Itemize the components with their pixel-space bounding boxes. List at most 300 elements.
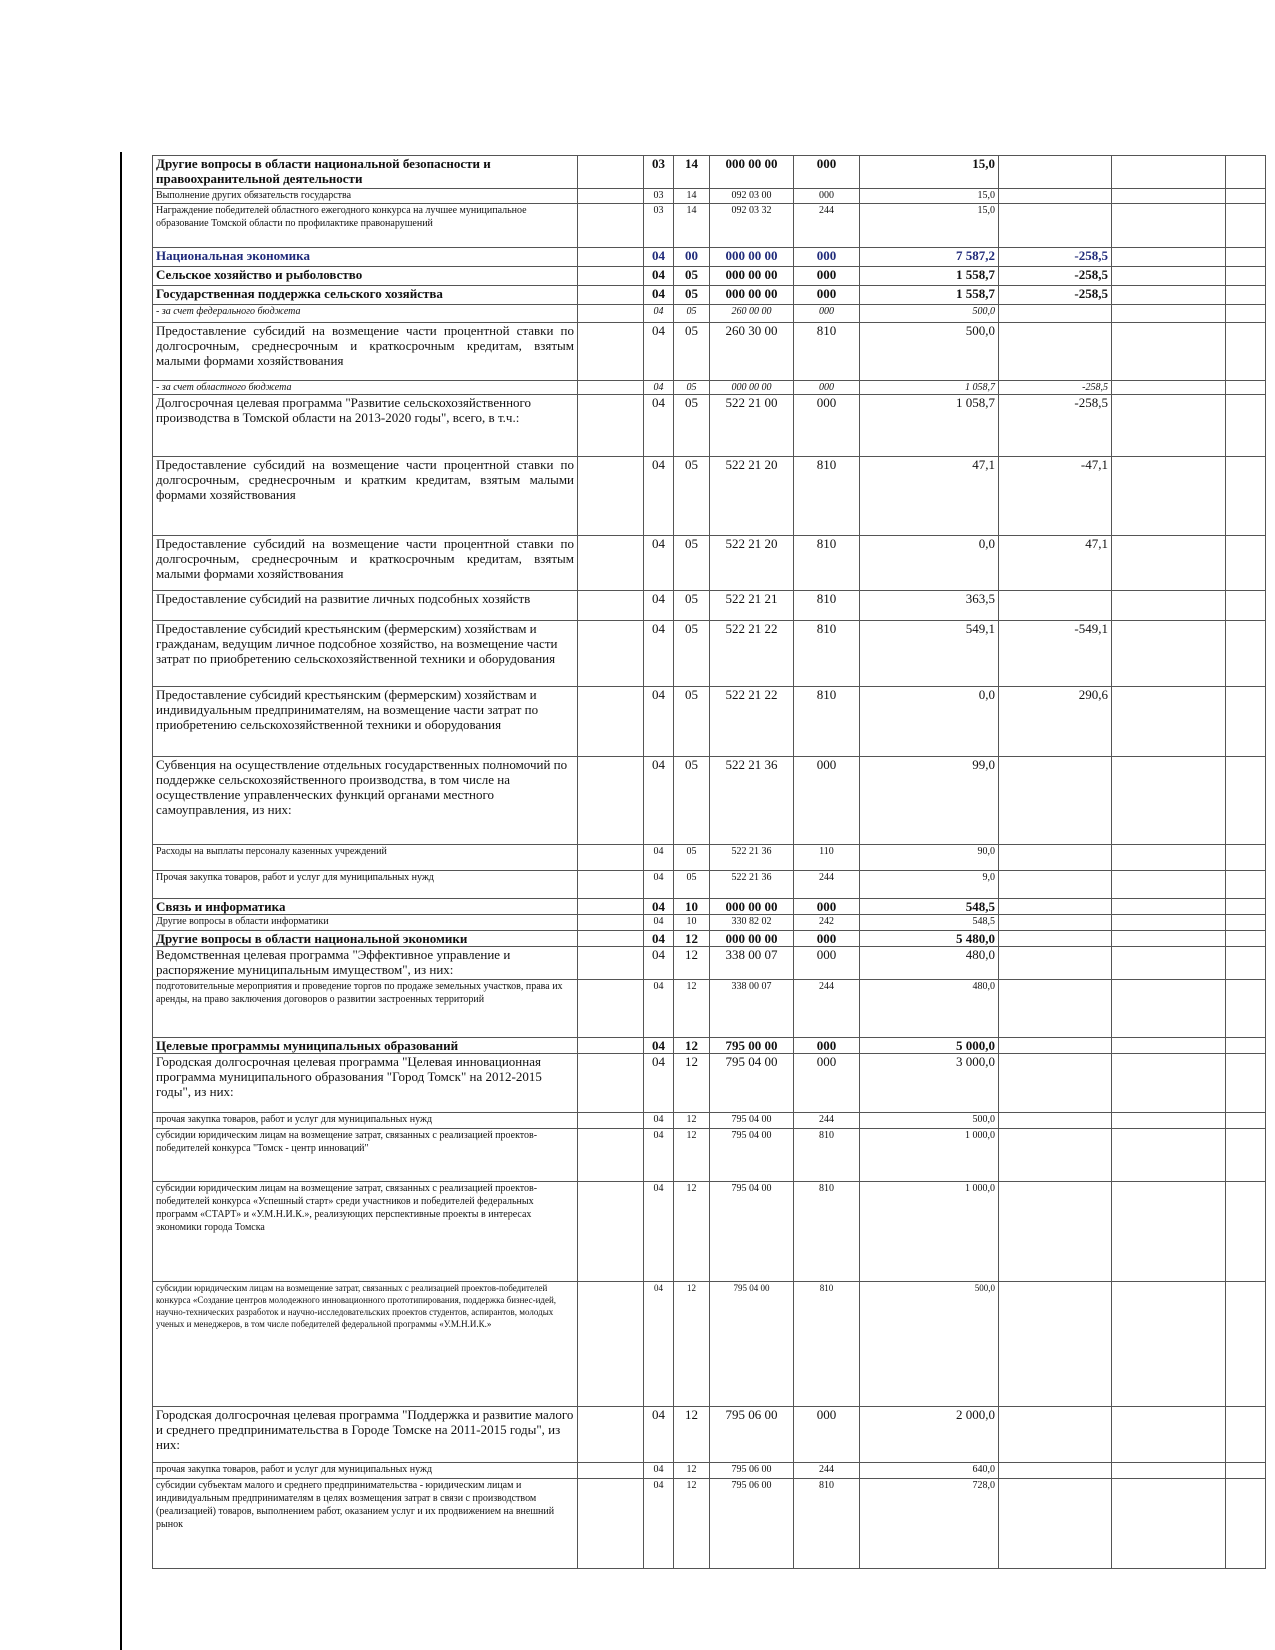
row-amount: 480,0 [860,980,999,1038]
row-section: 04 [644,1479,674,1569]
row-subsection: 05 [674,757,710,845]
row-spacer [578,536,644,591]
row-name: субсидии юридическим лицам на возмещение затрат, связанных с реализацией проектов-победителей конкурса «Создание центров молодежного инновационного прототипирования, поддержка бизнес-идей, научно-технических разработок и научно-исследовательских проектов студентов, аспирантов, молодых ученых и менеджеров, в том числе победителей федеральной программы «У.М.Н.И.К.» [153,1282,578,1407]
row-target-article: 522 21 20 [710,536,794,591]
row-subsection: 05 [674,845,710,871]
row-empty-col [1112,204,1226,248]
table-row [153,395,1266,457]
table-row [153,1479,1266,1569]
row-empty-col [1112,931,1226,947]
row-empty-col [1112,156,1226,189]
row-section: 04 [644,757,674,845]
row-expense-type: 000 [794,931,860,947]
table-row [153,591,1266,621]
row-expense-type: 000 [794,267,860,286]
row-expense-type: 000 [794,286,860,305]
row-target-article: 522 21 36 [710,757,794,845]
row-change [999,1463,1112,1479]
row-target-article: 522 21 21 [710,591,794,621]
row-change [999,757,1112,845]
table-row [153,621,1266,687]
row-section: 04 [644,591,674,621]
row-empty-col [1226,395,1266,457]
row-spacer [578,871,644,899]
budget-table [152,155,1266,1569]
row-empty-col [1112,591,1226,621]
row-section: 04 [644,845,674,871]
row-subsection: 05 [674,381,710,395]
row-amount: 640,0 [860,1463,999,1479]
row-name: Расходы на выплаты персоналу казенных учреждений [153,845,578,871]
table-row [153,1282,1266,1407]
table-row [153,931,1266,947]
row-name: Сельское хозяйство и рыболовство [153,267,578,286]
row-amount: 728,0 [860,1479,999,1569]
row-target-article: 000 00 00 [710,267,794,286]
row-empty-col [1226,286,1266,305]
table-row [153,1129,1266,1182]
row-name: Предоставление субсидий на возмещение части процентной ставки по долгосрочным, среднесрочным и краткосрочным кредитам, взятым малыми формами хозяйствования [153,323,578,381]
row-expense-type: 000 [794,248,860,267]
row-empty-col [1112,305,1226,323]
row-empty-col [1112,757,1226,845]
row-section: 04 [644,871,674,899]
row-target-article: 338 00 07 [710,980,794,1038]
row-amount: 9,0 [860,871,999,899]
row-target-article: 522 21 22 [710,687,794,757]
row-name: Целевые программы муниципальных образований [153,1038,578,1054]
row-section: 04 [644,381,674,395]
row-amount: 5 480,0 [860,931,999,947]
row-target-article: 522 21 22 [710,621,794,687]
row-change [999,1038,1112,1054]
row-empty-col [1226,1054,1266,1113]
row-change [999,931,1112,947]
row-name: - за счет федерального бюджета [153,305,578,323]
row-empty-col [1226,1463,1266,1479]
row-empty-col [1226,687,1266,757]
row-spacer [578,1182,644,1282]
row-change: -258,5 [999,395,1112,457]
row-amount: 2 000,0 [860,1407,999,1463]
row-expense-type: 810 [794,591,860,621]
table-row [153,1113,1266,1129]
row-target-article: 795 04 00 [710,1054,794,1113]
row-amount: 15,0 [860,156,999,189]
row-spacer [578,156,644,189]
row-change [999,1054,1112,1113]
row-expense-type: 000 [794,1054,860,1113]
row-subsection: 12 [674,1463,710,1479]
row-empty-col [1112,286,1226,305]
row-subsection: 12 [674,1479,710,1569]
row-name: Ведомственная целевая программа "Эффективное управление и распоряжение муниципальным имуществом", из них: [153,947,578,980]
row-empty-col [1226,189,1266,204]
row-section: 04 [644,395,674,457]
row-target-article: 260 00 00 [710,305,794,323]
row-spacer [578,189,644,204]
row-empty-col [1112,536,1226,591]
row-spacer [578,621,644,687]
row-amount: 0,0 [860,536,999,591]
row-amount: 500,0 [860,323,999,381]
table-row [153,248,1266,267]
row-empty-col [1226,845,1266,871]
row-empty-col [1112,1479,1226,1569]
row-subsection: 12 [674,1407,710,1463]
row-empty-col [1112,687,1226,757]
row-spacer [578,899,644,915]
row-section: 04 [644,305,674,323]
row-section: 04 [644,1038,674,1054]
row-name: субсидии юридическим лицам на возмещение затрат, связанных с реализацией проектов-победителей конкурса "Томск - центр инноваций" [153,1129,578,1182]
row-change [999,1182,1112,1282]
row-expense-type: 000 [794,757,860,845]
row-expense-type: 244 [794,871,860,899]
row-section: 04 [644,899,674,915]
row-empty-col [1112,947,1226,980]
row-subsection: 00 [674,248,710,267]
row-target-article: 795 06 00 [710,1479,794,1569]
row-spacer [578,1038,644,1054]
row-subsection: 12 [674,1129,710,1182]
row-subsection: 12 [674,980,710,1038]
row-target-article: 000 00 00 [710,899,794,915]
row-empty-col [1112,899,1226,915]
table-row [153,156,1266,189]
table-row [153,757,1266,845]
table-row [153,871,1266,899]
row-spacer [578,1113,644,1129]
left-margin-rule [120,152,122,1650]
row-subsection: 12 [674,1182,710,1282]
row-section: 04 [644,621,674,687]
row-amount: 1 000,0 [860,1182,999,1282]
row-section: 04 [644,915,674,931]
row-name: Связь и информатика [153,899,578,915]
row-empty-col [1226,1479,1266,1569]
row-empty-col [1112,915,1226,931]
table-row [153,323,1266,381]
row-section: 04 [644,323,674,381]
row-name: субсидии субъектам малого и среднего предпринимательства - юридическим лицам и индивидуальным предпринимателям в целях возмещения затрат в связи с производством (реализацией) товаров, выполнением работ, оказанием услуг и их продвижением на внешний рынок [153,1479,578,1569]
table-row [153,536,1266,591]
row-section: 04 [644,1182,674,1282]
row-section: 04 [644,1463,674,1479]
row-expense-type: 810 [794,1479,860,1569]
row-section: 04 [644,536,674,591]
row-empty-col [1226,931,1266,947]
row-amount: 500,0 [860,1113,999,1129]
row-empty-col [1226,204,1266,248]
table-row [153,1038,1266,1054]
row-subsection: 05 [674,305,710,323]
row-amount: 15,0 [860,204,999,248]
row-change [999,1282,1112,1407]
row-empty-col [1112,381,1226,395]
row-empty-col [1226,621,1266,687]
row-target-article: 000 00 00 [710,931,794,947]
row-amount: 0,0 [860,687,999,757]
row-change [999,323,1112,381]
row-change [999,915,1112,931]
row-change [999,1479,1112,1569]
row-expense-type: 000 [794,899,860,915]
row-amount: 47,1 [860,457,999,536]
row-expense-type: 810 [794,687,860,757]
row-spacer [578,591,644,621]
row-change [999,980,1112,1038]
row-target-article: 795 04 00 [710,1129,794,1182]
row-empty-col [1112,1282,1226,1407]
row-name: Национальная экономика [153,248,578,267]
row-name: - за счет областного бюджета [153,381,578,395]
row-change [999,591,1112,621]
row-target-article: 795 04 00 [710,1113,794,1129]
row-name: Государственная поддержка сельского хозяйства [153,286,578,305]
row-name: Субвенция на осуществление отдельных государственных полномочий по поддержке сельскохозяйственного производства, в том числе на осуществление управленческих функций органами местного самоуправления, из них: [153,757,578,845]
row-amount: 7 587,2 [860,248,999,267]
row-section: 04 [644,1407,674,1463]
row-section: 04 [644,1054,674,1113]
row-spacer [578,395,644,457]
row-empty-col [1112,267,1226,286]
row-target-article: 522 21 36 [710,845,794,871]
row-empty-col [1226,248,1266,267]
row-spacer [578,1479,644,1569]
row-empty-col [1226,1407,1266,1463]
row-expense-type: 810 [794,621,860,687]
row-change [999,899,1112,915]
row-spacer [578,457,644,536]
row-subsection: 05 [674,687,710,757]
row-empty-col [1226,1038,1266,1054]
row-target-article: 522 21 00 [710,395,794,457]
row-spacer [578,204,644,248]
row-empty-col [1226,1129,1266,1182]
row-name: подготовительные мероприятия и проведение торгов по продаже земельных участков, права их аренды, на право заключения договоров о развитии застроенных территорий [153,980,578,1038]
row-name: прочая закупка товаров, работ и услуг для муниципальных нужд [153,1113,578,1129]
row-name: Долгосрочная целевая программа "Развитие сельскохозяйственного производства в Томской области на 2013-2020 годы", всего, в т.ч.: [153,395,578,457]
row-amount: 99,0 [860,757,999,845]
row-name: Городская долгосрочная целевая программа "Поддержка и развитие малого и среднего предпринимательства в Городе Томске на 2011-2015 годы", из них: [153,1407,578,1463]
row-empty-col [1226,980,1266,1038]
row-empty-col [1226,1182,1266,1282]
row-empty-col [1226,915,1266,931]
row-subsection: 10 [674,915,710,931]
row-change [999,947,1112,980]
row-spacer [578,1282,644,1407]
row-subsection: 12 [674,1054,710,1113]
row-target-article: 795 06 00 [710,1407,794,1463]
row-expense-type: 242 [794,915,860,931]
row-subsection: 14 [674,156,710,189]
row-name: Предоставление субсидий на развитие личных подсобных хозяйств [153,591,578,621]
row-amount: 1 558,7 [860,267,999,286]
row-amount: 363,5 [860,591,999,621]
row-empty-col [1226,536,1266,591]
row-amount: 1 058,7 [860,381,999,395]
row-change [999,204,1112,248]
row-subsection: 05 [674,457,710,536]
row-amount: 549,1 [860,621,999,687]
row-target-article: 000 00 00 [710,381,794,395]
row-amount: 500,0 [860,1282,999,1407]
row-empty-col [1112,457,1226,536]
row-section: 04 [644,457,674,536]
row-empty-col [1112,248,1226,267]
row-name: прочая закупка товаров, работ и услуг для муниципальных нужд [153,1463,578,1479]
row-target-article: 000 00 00 [710,286,794,305]
row-spacer [578,980,644,1038]
row-change [999,156,1112,189]
table-row [153,980,1266,1038]
row-name: Городская долгосрочная целевая программа "Целевая инновационная программа муниципального образования "Город Томск" на 2012-2015 годы", из них: [153,1054,578,1113]
table-row [153,204,1266,248]
row-change: -47,1 [999,457,1112,536]
row-change: 47,1 [999,536,1112,591]
row-target-article: 522 21 36 [710,871,794,899]
row-section: 03 [644,156,674,189]
row-expense-type: 000 [794,1407,860,1463]
row-spacer [578,931,644,947]
table-row [153,845,1266,871]
row-empty-col [1226,947,1266,980]
row-subsection: 12 [674,1282,710,1407]
row-subsection: 12 [674,1113,710,1129]
row-expense-type: 000 [794,395,860,457]
row-empty-col [1112,621,1226,687]
row-target-article: 795 06 00 [710,1463,794,1479]
row-section: 04 [644,267,674,286]
row-expense-type: 244 [794,204,860,248]
row-subsection: 12 [674,931,710,947]
row-section: 04 [644,687,674,757]
table-row [153,1182,1266,1282]
row-expense-type: 810 [794,323,860,381]
row-expense-type: 244 [794,1463,860,1479]
row-amount: 480,0 [860,947,999,980]
row-change [999,871,1112,899]
row-amount: 548,5 [860,899,999,915]
row-subsection: 05 [674,267,710,286]
row-section: 03 [644,189,674,204]
row-name: Другие вопросы в области информатики [153,915,578,931]
row-empty-col [1226,1282,1266,1407]
row-empty-col [1226,899,1266,915]
row-section: 04 [644,947,674,980]
row-amount: 1 558,7 [860,286,999,305]
table-row [153,947,1266,980]
row-spacer [578,1054,644,1113]
row-empty-col [1112,871,1226,899]
table-row [153,381,1266,395]
row-expense-type: 000 [794,1038,860,1054]
row-name: Другие вопросы в области национальной безопасности и правоохранительной деятельности [153,156,578,189]
row-spacer [578,381,644,395]
row-spacer [578,305,644,323]
row-name: Награждение победителей областного ежегодного конкурса на лучшее муниципальное образование Томской области по профилактике правонарушений [153,204,578,248]
row-spacer [578,323,644,381]
row-empty-col [1226,591,1266,621]
row-empty-col [1226,457,1266,536]
row-change: -258,5 [999,267,1112,286]
row-subsection: 05 [674,395,710,457]
row-target-article: 092 03 32 [710,204,794,248]
row-empty-col [1112,323,1226,381]
row-subsection: 05 [674,871,710,899]
row-section: 04 [644,286,674,305]
row-section: 04 [644,1282,674,1407]
row-spacer [578,1463,644,1479]
row-amount: 1 000,0 [860,1129,999,1182]
row-amount: 5 000,0 [860,1038,999,1054]
row-spacer [578,267,644,286]
row-empty-col [1112,1463,1226,1479]
row-section: 04 [644,1113,674,1129]
row-subsection: 10 [674,899,710,915]
row-empty-col [1226,156,1266,189]
row-empty-col [1112,845,1226,871]
row-subsection: 05 [674,286,710,305]
table-row [153,915,1266,931]
table-row [153,457,1266,536]
row-name: субсидии юридическим лицам на возмещение затрат, связанных с реализацией проектов-победителей конкурса «Успешный старт» среди участников и победителей федеральных программ «СТАРТ» и «У.М.Н.И.К.», реализующих перспективные проекты в интересах экономики города Томска [153,1182,578,1282]
row-target-article: 092 03 00 [710,189,794,204]
row-subsection: 12 [674,1038,710,1054]
row-spacer [578,687,644,757]
row-empty-col [1226,323,1266,381]
row-spacer [578,248,644,267]
row-empty-col [1226,381,1266,395]
row-empty-col [1226,871,1266,899]
row-spacer [578,286,644,305]
row-section: 04 [644,980,674,1038]
row-spacer [578,845,644,871]
table-row [153,687,1266,757]
row-expense-type: 000 [794,381,860,395]
row-change: 290,6 [999,687,1112,757]
row-amount: 90,0 [860,845,999,871]
row-spacer [578,1407,644,1463]
row-target-article: 795 04 00 [710,1182,794,1282]
row-amount: 500,0 [860,305,999,323]
row-empty-col [1112,1129,1226,1182]
row-amount: 3 000,0 [860,1054,999,1113]
row-expense-type: 110 [794,845,860,871]
row-empty-col [1112,980,1226,1038]
table-row [153,189,1266,204]
row-amount: 548,5 [860,915,999,931]
row-expense-type: 810 [794,1182,860,1282]
row-change [999,1129,1112,1182]
row-spacer [578,947,644,980]
row-empty-col [1226,305,1266,323]
row-empty-col [1226,1113,1266,1129]
row-expense-type: 000 [794,947,860,980]
row-name: Предоставление субсидий крестьянским (фермерским) хозяйствам и гражданам, ведущим личное подсобное хозяйство, на возмещение части затрат по приобретению сельскохозяйственной техники и оборудования [153,621,578,687]
row-expense-type: 244 [794,1113,860,1129]
table-row [153,899,1266,915]
row-name: Предоставление субсидий на возмещение части процентной ставки по долгосрочным, среднесрочным и кратким кредитам, взятым малыми формами хозяйствования [153,457,578,536]
row-expense-type: 000 [794,189,860,204]
row-target-article: 260 30 00 [710,323,794,381]
row-change [999,1113,1112,1129]
row-target-article: 000 00 00 [710,156,794,189]
row-subsection: 05 [674,621,710,687]
row-empty-col [1226,757,1266,845]
row-change: -258,5 [999,286,1112,305]
